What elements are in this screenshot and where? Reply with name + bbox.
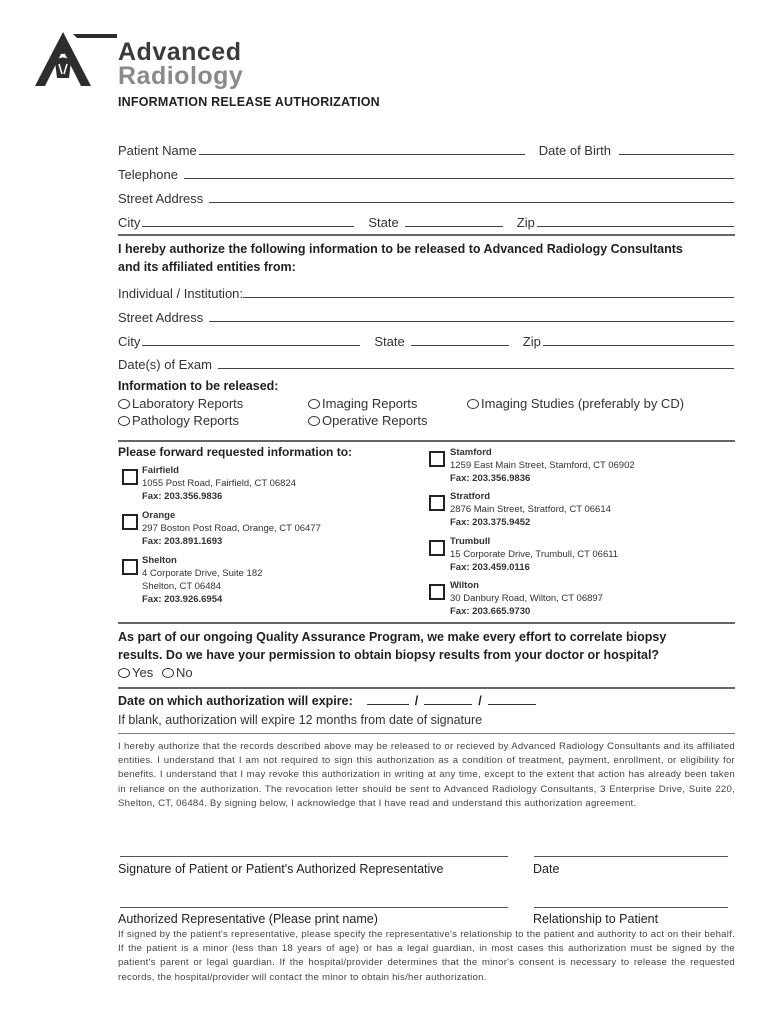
option-label: Imaging Reports bbox=[322, 396, 418, 411]
city-label: City bbox=[118, 215, 141, 230]
patient-name-row bbox=[118, 138, 734, 158]
footer-paragraph: If signed by the patient's representative, please specify the representative's relationship to the patient and authority to act on their behalf. If the patient is a minor (less than 18 years of age) or has a legal guardian, in most cases this authorization must be signed by the patient's parent or legal guardian. If the hospital/provider determines that the minor's consent is necessary to release the requested records, the hospital/provider will contact the minor to obtain his/her authorization. bbox=[118, 929, 735, 983]
radio-icon[interactable] bbox=[467, 399, 479, 409]
location-fax: Fax: 203.891.1693 bbox=[142, 536, 223, 547]
source-city-field[interactable] bbox=[142, 345, 360, 346]
location-fax: Fax: 203.665.9730 bbox=[450, 606, 531, 617]
radio-icon[interactable] bbox=[162, 668, 174, 678]
location-address: 15 Corporate Drive, Trumbull, CT 06611 bbox=[450, 549, 619, 560]
location-address: Shelton, CT 06484 bbox=[142, 581, 222, 592]
location-name: Fairfield bbox=[142, 465, 179, 476]
date-label: Date bbox=[533, 862, 560, 876]
option-label: Pathology Reports bbox=[132, 413, 239, 428]
representative-label: Authorized Representative (Please print name) bbox=[118, 912, 378, 926]
zip-label: Zip bbox=[516, 215, 535, 230]
exam-dates-field[interactable] bbox=[218, 368, 734, 369]
source-city-row bbox=[118, 329, 734, 349]
radio-icon[interactable] bbox=[118, 416, 130, 426]
divider bbox=[118, 687, 735, 689]
expire-month-field[interactable] bbox=[367, 704, 409, 705]
dob-field[interactable] bbox=[619, 154, 734, 155]
telephone-label: Telephone bbox=[118, 167, 178, 182]
checkbox-stratford[interactable] bbox=[429, 495, 445, 511]
expire-row bbox=[118, 694, 536, 708]
location-fax: Fax: 203.375.9452 bbox=[450, 517, 531, 528]
location-name: Trumbull bbox=[450, 536, 491, 547]
checkbox-orange[interactable] bbox=[122, 514, 138, 530]
option-imaging-studies[interactable] bbox=[467, 396, 684, 411]
option-no[interactable] bbox=[162, 665, 193, 680]
option-label: Laboratory Reports bbox=[132, 396, 244, 411]
checkbox-fairfield[interactable] bbox=[122, 469, 138, 485]
option-label: Operative Reports bbox=[322, 413, 428, 428]
institution-row bbox=[118, 281, 734, 301]
street-field[interactable] bbox=[209, 202, 734, 203]
radio-icon[interactable] bbox=[118, 399, 130, 409]
brand-line-1: Advanced bbox=[118, 38, 242, 66]
location-name: Stamford bbox=[450, 447, 492, 458]
relationship-line[interactable] bbox=[534, 907, 728, 908]
source-city-label: City bbox=[118, 334, 141, 349]
location-trumbull bbox=[450, 535, 618, 574]
street-label: Street Address bbox=[118, 191, 204, 206]
authorize-heading-line-1: I hereby authorize the following information to be released to Advanced Radiology Consultants bbox=[118, 242, 683, 256]
location-address: 297 Boston Post Road, Orange, CT 06477 bbox=[142, 523, 321, 534]
source-street-row bbox=[118, 305, 734, 325]
radio-icon[interactable] bbox=[308, 416, 320, 426]
institution-field[interactable] bbox=[243, 297, 734, 298]
forward-heading: Please forward requested information to: bbox=[118, 445, 353, 459]
divider bbox=[118, 440, 735, 442]
location-fax: Fax: 203.926.6954 bbox=[142, 594, 223, 605]
checkbox-wilton[interactable] bbox=[429, 584, 445, 600]
expire-day-field[interactable] bbox=[424, 704, 472, 705]
qa-heading bbox=[118, 628, 666, 664]
signature-line[interactable] bbox=[120, 856, 508, 857]
qa-heading-line-2: results. Do we have your permission to obtain biopsy results from your doctor or hospital? bbox=[118, 648, 660, 662]
expire-year-field[interactable] bbox=[488, 704, 536, 705]
location-address: 1055 Post Road, Fairfield, CT 06824 bbox=[142, 478, 297, 489]
representative-name-line[interactable] bbox=[120, 907, 508, 908]
patient-name-field[interactable] bbox=[199, 154, 525, 155]
dob-label: Date of Birth bbox=[538, 143, 612, 158]
telephone-field[interactable] bbox=[184, 178, 734, 179]
divider bbox=[118, 622, 735, 624]
radio-icon[interactable] bbox=[308, 399, 320, 409]
source-street-label: Street Address bbox=[118, 310, 204, 325]
location-fax: Fax: 203.356.9836 bbox=[142, 491, 223, 502]
zip-field[interactable] bbox=[537, 226, 734, 227]
option-label: Yes bbox=[132, 665, 154, 680]
checkbox-trumbull[interactable] bbox=[429, 540, 445, 556]
option-laboratory[interactable] bbox=[118, 396, 243, 411]
option-label: Imaging Studies (preferably by CD) bbox=[481, 396, 685, 411]
city-row bbox=[118, 210, 734, 230]
authorize-heading-line-2: and its affiliated entities from: bbox=[118, 260, 296, 274]
location-stratford bbox=[450, 490, 611, 529]
exam-dates-row bbox=[118, 352, 734, 372]
checkbox-shelton[interactable] bbox=[122, 559, 138, 575]
state-label: State bbox=[368, 215, 399, 230]
patient-name-label: Patient Name bbox=[118, 143, 197, 158]
telephone-row bbox=[118, 162, 734, 182]
option-operative[interactable] bbox=[308, 413, 428, 428]
state-field[interactable] bbox=[405, 226, 503, 227]
option-pathology[interactable] bbox=[118, 413, 239, 428]
signature-label: Signature of Patient or Patient's Authorized Representative bbox=[118, 862, 444, 876]
divider bbox=[118, 234, 735, 236]
source-zip-field[interactable] bbox=[543, 345, 734, 346]
authorization-paragraph: I hereby authorize that the records described above may be released to or recieved by Advanced Radiology Consultants and its affiliated entities. I understand that I am not required to sign this authorization as a condition of treatment, payment, enrollment, or eligibility for benefits. I understand that I may revoke this authorization in writing at any time, except to the extent that action has already been taken in reliance on the authorization. The revocation letter should be sent to Advanced Radiology Consultants, 3 Enterprise Drive, Suite 220, Shelton, CT, 06484. By signing below, I acknowledge that I have read and understand this authorization agreement. bbox=[118, 741, 735, 809]
location-shelton bbox=[142, 554, 262, 606]
location-address: 2876 Main Street, Stratford, CT 06614 bbox=[450, 504, 611, 515]
location-fax: Fax: 203.459.0116 bbox=[450, 562, 530, 573]
brand-line-2: Radiology bbox=[118, 62, 244, 90]
location-name: Orange bbox=[142, 510, 176, 521]
location-name: Wilton bbox=[450, 580, 479, 591]
option-label: No bbox=[176, 665, 193, 680]
option-imaging-reports[interactable] bbox=[308, 396, 417, 411]
source-state-label: State bbox=[374, 334, 405, 349]
street-row bbox=[118, 186, 734, 206]
expire-label: Date on which authorization will expire: bbox=[118, 694, 353, 708]
location-orange bbox=[142, 509, 321, 548]
date-line[interactable] bbox=[534, 856, 728, 857]
info-heading: Information to be released: bbox=[118, 379, 279, 393]
source-state-field[interactable] bbox=[411, 345, 509, 346]
exam-dates-label: Date(s) of Exam bbox=[118, 357, 212, 372]
checkbox-stamford[interactable] bbox=[429, 451, 445, 467]
location-address: 30 Danbury Road, Wilton, CT 06897 bbox=[450, 593, 603, 604]
location-name: Shelton bbox=[142, 555, 177, 566]
location-stamford bbox=[450, 446, 635, 485]
source-street-field[interactable] bbox=[209, 321, 734, 322]
source-zip-label: Zip bbox=[522, 334, 541, 349]
location-fairfield bbox=[142, 464, 296, 503]
location-address: 4 Corporate Drive, Suite 182 bbox=[142, 568, 263, 579]
relationship-label: Relationship to Patient bbox=[533, 912, 659, 926]
location-name: Stratford bbox=[450, 491, 491, 502]
city-field[interactable] bbox=[142, 226, 354, 227]
location-fax: Fax: 203.356.9836 bbox=[450, 473, 531, 484]
divider bbox=[118, 733, 735, 734]
location-address: 1259 East Main Street, Stamford, CT 06902 bbox=[450, 460, 635, 471]
expire-separator: / bbox=[478, 694, 482, 708]
radio-icon[interactable] bbox=[118, 668, 130, 678]
qa-heading-line-1: As part of our ongoing Quality Assurance Program, we make every effort to correlate biopsy bbox=[118, 630, 667, 644]
logo-icon bbox=[33, 30, 117, 88]
option-yes[interactable] bbox=[118, 665, 153, 680]
location-wilton bbox=[450, 579, 603, 618]
authorize-heading bbox=[118, 240, 683, 276]
expire-separator: / bbox=[414, 694, 419, 708]
institution-label: Individual / Institution: bbox=[118, 286, 244, 301]
page-title: INFORMATION RELEASE AUTHORIZATION bbox=[118, 95, 380, 109]
expire-note: If blank, authorization will expire 12 months from date of signature bbox=[118, 713, 483, 727]
